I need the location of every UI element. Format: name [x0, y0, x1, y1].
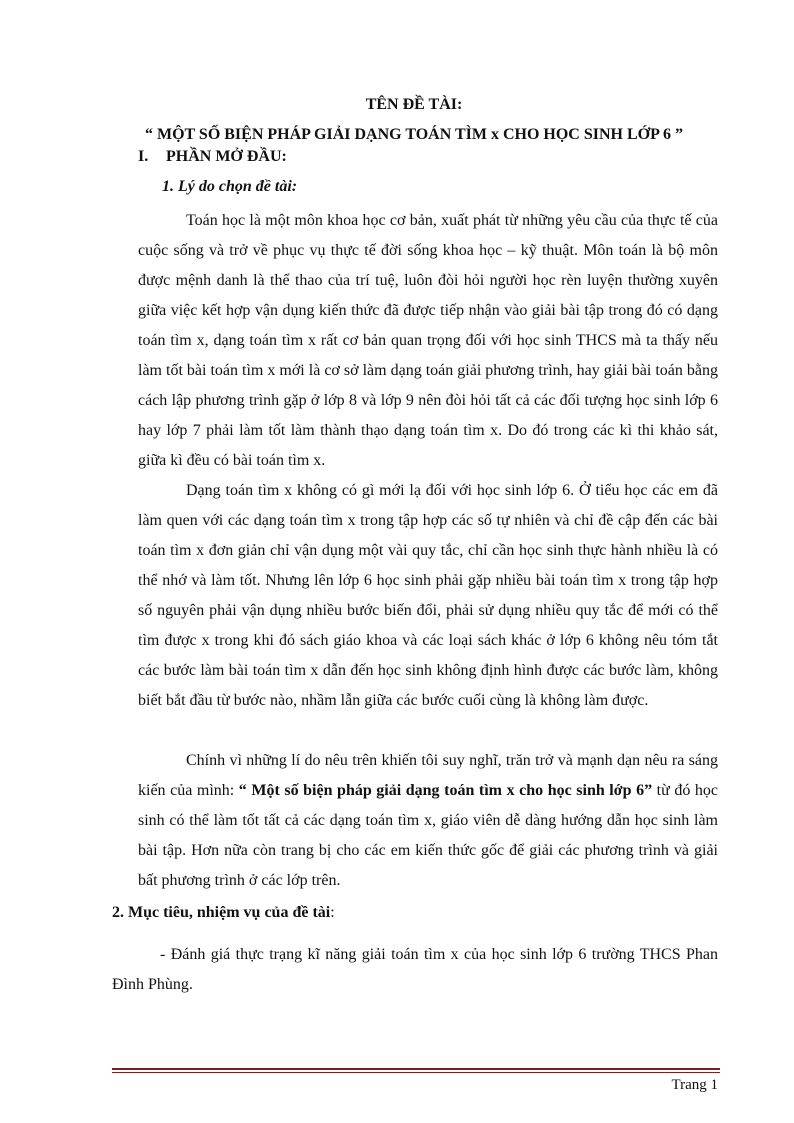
paragraph-1: Toán học là một môn khoa học cơ bản, xuất phát từ những yêu cầu của thực tế của cuộc sống và trở về phục vụ thực tế đời sống khoa học – kỹ thuật. Môn toán là bộ môn được mệnh danh là thể thao của trí tuệ, luôn đòi hỏi người học rèn luyện thường xuyên giữa việc kết hợp vận dụng kiến thức đã được tiếp nhận vào giải bài tập trong đó có dạng toán tìm x, dạng toán tìm x rất cơ bản quan trọng đối với học sinh THCS mà ta thấy nếu làm tốt bài toán tìm x mới là cơ sở làm dạng toán giải phương trình, hay giải bài toán bằng cách lập phương trình gặp ở lớp 8 và lớp 9 nên đòi hỏi tất cả các đối tượng học sinh lớp 6 hay lớp 7 phải làm tốt làm thành thạo dạng toán tìm x. Do đó trong các kì thi khảo sát, giữa kì đều có bài toán tìm x.	[138, 212, 718, 469]
paragraph-2: Dạng toán tìm x không có gì mới lạ đối với học sinh lớp 6. Ở tiểu học các em đã làm quen với các dạng toán tìm x trong tập hợp các số tự nhiên và chỉ đề cập đến các bài toán tìm x đơn giản chỉ vận dụng một vài quy tắc, chỉ cần học sinh thực hành nhiều là có thể nhớ và làm tốt. Nhưng lên lớp 6 học sinh phải gặp nhiều bài toán tìm x trong tập hợp số nguyên phải vận dụng nhiều bước biến đổi, phải sử dụng nhiều quy tắc để mới có thể tìm được x trong khi đó sách giáo khoa và các loại sách khác ở lớp 6 không nêu tóm tắt các bước làm bài toán tìm x dẫn đến học sinh không định hình được các bước làm, không biết bắt đầu từ bước nào, nhầm lẫn giữa các bước cuối cùng là không làm được.	[138, 482, 718, 709]
section-heading-intro	[138, 148, 287, 166]
subsection-2-title: 2. Mục tiêu, nhiệm vụ của đề tài	[112, 904, 331, 921]
section-title: PHẦN MỞ ĐẦU:	[166, 148, 287, 165]
subsection-heading-goals	[112, 904, 335, 922]
subsection-2-colon: :	[330, 904, 335, 921]
paragraph-4: - Đánh giá thực trạng kĩ năng giải toán tìm x của học sinh lớp 6 trường THCS Phan Đình Phùng.	[112, 946, 718, 993]
footer-divider-thin	[112, 1072, 720, 1073]
title-line-2: “ MỘT SỐ BIỆN PHÁP GIẢI DẠNG TOÁN TÌM x CHO HỌC SINH LỚP 6 ”	[144, 126, 683, 143]
title-line-1: TÊN ĐỀ TÀI:	[365, 96, 463, 113]
subsection-heading-reason: 1. Lý do chọn đề tài:	[162, 178, 298, 195]
footer-divider	[112, 1068, 720, 1070]
paragraph-3-text-end: từ đó học sinh có thể làm tốt tất cả các dạng toán tìm x, giáo viên dễ dàng hướng dẫn học sinh làm bài tập. Hơn nữa còn trang bị cho các em kiến thức gốc để giải các phương trình và giải bất phương trình ở các lớp trên.	[138, 782, 718, 889]
page-number: Trang 1	[671, 1077, 718, 1093]
paragraph-3-text-start: Chính vì những lí do nêu trên khiến tôi suy nghĩ, trăn trở và mạnh dạn nêu ra sáng kiến của mình:	[138, 752, 718, 799]
section-number: I.	[138, 148, 149, 165]
document-title	[110, 90, 718, 150]
paragraph-3	[138, 746, 718, 896]
paragraph-3-bold-title: “ Một số biện pháp giải dạng toán tìm x cho học sinh lớp 6”	[238, 782, 653, 799]
